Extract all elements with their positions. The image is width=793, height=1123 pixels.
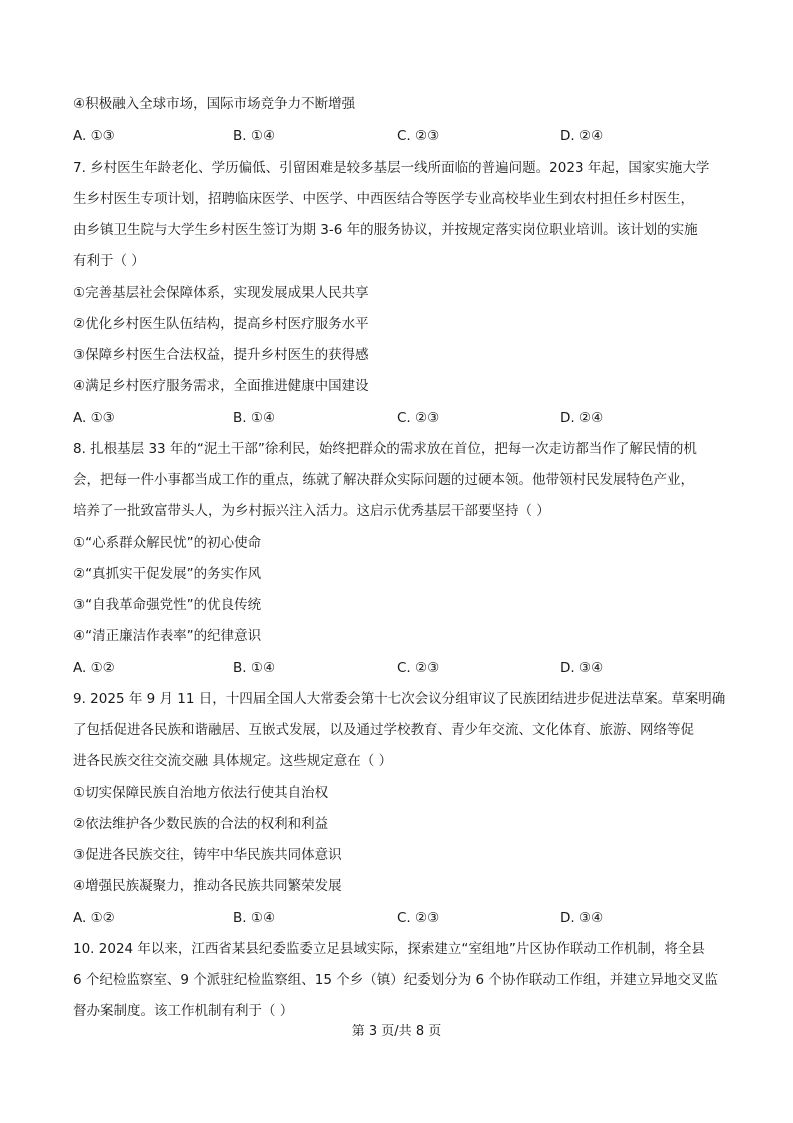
- q8-option-a: A. ①②: [73, 660, 115, 676]
- q8-item-4: ④“清正廉洁作表率”的纪律意识: [73, 628, 262, 644]
- q7-item-4: ④满足乡村医疗服务需求，全面推进健康中国建设: [73, 378, 369, 394]
- q6-option-d: D. ②④: [560, 128, 604, 144]
- q10-stem-line: 督办案制度。该工作机制有利于（ ）: [73, 1003, 294, 1019]
- q8-option-c: C. ②③: [397, 660, 440, 676]
- q6-option-b: B. ①④: [233, 128, 276, 144]
- q6-options: [73, 127, 733, 145]
- q7-stem-line: 生乡村医生专项计划，招聘临床医学、中医学、中西医结合等医学专业高校毕业生到农村担任乡村医生，: [73, 191, 694, 207]
- q6-item-4: ④积极融入全球市场，国际市场竞争力不断增强: [73, 96, 356, 112]
- q7-option-d: D. ②④: [560, 410, 604, 426]
- q7-option-c: C. ②③: [397, 410, 440, 426]
- q8-item-1: ①“心系群众解民忧”的初心使命: [73, 535, 262, 551]
- q9-stem-line: 9. 2025 年 9 月 11 日，十四届全国人大常委会第十七次会议分组审议了民族团结进步促进法草案。草案明确: [73, 691, 726, 707]
- q7-item-2: ②优化乡村医生队伍结构，提高乡村医疗服务水平: [73, 316, 369, 332]
- q8-option-d: D. ③④: [560, 660, 604, 676]
- q8-stem-line: 8. 扎根基层 33 年的“泥土干部”徐利民，始终把群众的需求放在首位，把每一次走访都当作了解民情的机: [73, 441, 697, 457]
- q10-stem-line: 6 个纪检监察室、9 个派驻纪检监察组、15 个乡（镇）纪委划分为 6 个协作联动工作组，并建立异地交叉监: [73, 972, 718, 988]
- q8-option-b: B. ①④: [233, 660, 276, 676]
- q9-option-b: B. ①④: [233, 910, 276, 926]
- q9-option-c: C. ②③: [397, 910, 440, 926]
- q9-option-d: D. ③④: [560, 910, 604, 926]
- q6-option-a: A. ①③: [73, 128, 115, 144]
- q9-item-3: ③促进各民族交往，铸牢中华民族共同体意识: [73, 847, 342, 863]
- q8-stem-line: 会，把每一件小事都当成工作的重点，练就了解决群众实际问题的过硬本领。他带领村民发展特色产业，: [73, 472, 694, 488]
- q9-stem-line: 进各民族交往交流交融 具体规定。这些规定意在（ ）: [73, 753, 393, 769]
- q7-item-1: ①完善基层社会保障体系，实现发展成果人民共享: [73, 285, 369, 301]
- q8-options: [73, 659, 733, 677]
- q8-stem-line: 培养了一批致富带头人，为乡村振兴注入活力。这启示优秀基层干部要坚持（ ）: [73, 503, 550, 519]
- q8-item-3: ③“自我革命强党性”的优良传统: [73, 597, 262, 613]
- q9-options: [73, 909, 733, 927]
- q7-option-a: A. ①③: [73, 410, 115, 426]
- q7-item-3: ③保障乡村医生合法权益，提升乡村医生的获得感: [73, 347, 369, 363]
- q8-item-2: ②“真抓实干促发展”的务实作风: [73, 566, 262, 582]
- q6-option-c: C. ②③: [397, 128, 440, 144]
- q9-item-2: ②依法维护各少数民族的合法的权利和利益: [73, 816, 329, 832]
- q10-stem-line: 10. 2024 年以来，江西省某县纪委监委立足县域实际，探索建立“室组地”片区协作联动工作机制，将全县: [73, 941, 705, 957]
- q9-item-4: ④增强民族凝聚力，推动各民族共同繁荣发展: [73, 878, 342, 894]
- q7-stem-line: 7. 乡村医生年龄老化、学历偏低、引留困难是较多基层一线所面临的普遍问题。2023 年起，国家实施大学: [73, 160, 710, 176]
- q9-option-a: A. ①②: [73, 910, 115, 926]
- q7-options: [73, 409, 733, 427]
- q7-stem-line: 由乡镇卫生院与大学生乡村医生签订为期 3-6 年的服务协议，并按规定落实岗位职业培训。该计划的实施: [73, 222, 698, 238]
- q7-stem-line: 有利于（ ）: [73, 253, 145, 269]
- q9-stem-line: 了包括促进各民族和谐融居、互嵌式发展，以及通过学校教育、青少年交流、文化体育、旅游、网络等促: [73, 722, 694, 738]
- page-footer: 第 3 页/共 8 页: [351, 1024, 442, 1039]
- q9-item-1: ①切实保障民族自治地方依法行使其自治权: [73, 785, 329, 801]
- q7-option-b: B. ①④: [233, 410, 276, 426]
